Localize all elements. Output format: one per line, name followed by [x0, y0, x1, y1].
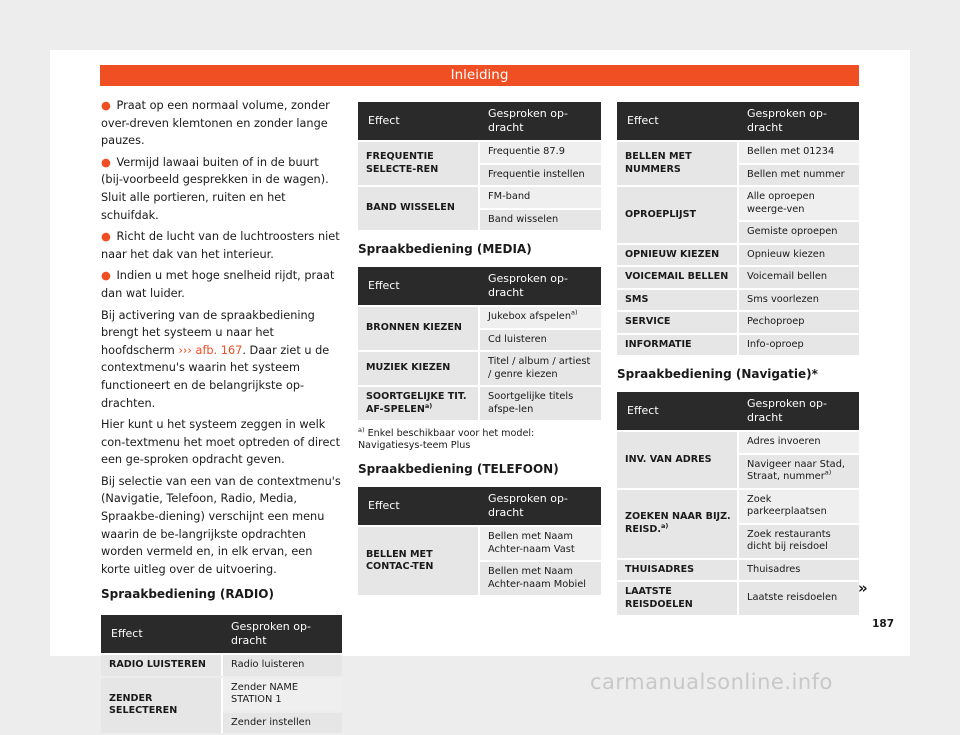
header-command: Gesproken op-dracht: [223, 615, 342, 653]
table-row: Navigeer naar Stad, Straat, nummer$^{a)}$: [617, 455, 859, 488]
table-row: Bellen met Naam Achter-naam Mobiel: [358, 562, 601, 595]
table-row: ZOEKEN NAAR BIJZ. REISD.$^{a)}$ Zoek parkeerplaatsen: [617, 490, 859, 523]
intro-paragraph: Bij activering van de spraakbediening brengt het systeem u naar het hoofdscherm ››› afb. 167. Daar ziet u de contextmenu's waarin het systeem functioneert en de belangrijkste op-drachten.: [101, 308, 330, 410]
table-row: FREQUENTIE SELECTE-REN Frequentie 87.9: [358, 142, 601, 163]
bullet-item: ● Indien u met hoge snelheid rijdt, praat dan wat luider.: [101, 269, 335, 300]
section-title-navigatie: Spraakbediening (Navigatie)*: [617, 367, 818, 381]
table-row: Band wisselen: [358, 210, 601, 231]
media-table: Effect Gesproken op-dracht BRONNEN KIEZEN Jukebox afspelen$^{a)}$ Cd luisteren MUZIEK KIEZEN Titel / album / artiest / genre kiezen SOORTGELIJKE TIT. AF-SPELEN$^{a)}$ Soortgelijke titels afspe-len: [358, 265, 601, 422]
telefoon-table-continued: Effect Gesproken op-dracht BELLEN MET NUMMERS Bellen met 01234 Bellen met nummer OPROEPLIJST Alle oproepen weerge-ven Gemiste oproepen OPNIEUW KIEZEN Opnieuw kiezen VOICEMAIL BELLEN Voicemail bellen SMS Sms voorlezen SERVICE Pechoproep INFORMATIE Info-oproep: [617, 100, 859, 357]
table-row: VOICEMAIL BELLEN Voicemail bellen: [617, 267, 859, 288]
bullet-icon: ●: [101, 230, 111, 244]
table-row: INV. VAN ADRES Adres invoeren: [617, 432, 859, 453]
chapter-header: Inleiding: [100, 65, 859, 86]
table-row: ZENDER SELECTEREN Zender NAME STATION 1: [101, 678, 342, 711]
page-number: 187: [872, 618, 894, 630]
figure-link[interactable]: ››› afb. 167: [178, 343, 243, 357]
intro-paragraph: Bij selectie van een van de contextmenu's (Navigatie, Telefoon, Radio, Media, Spraakbe-diening) verschijnt een menu waarin de be-langrijkste opdrachten worden vermeld en, in elk ervan, een korte uitleg over de uitvoering.: [101, 474, 341, 576]
table-row: LAATSTE REISDOELEN Laatste reisdoelen: [617, 582, 859, 615]
middle-column: [358, 100, 601, 597]
table-row: Zoek restaurants dicht bij reisdoel: [617, 525, 859, 558]
table-row: THUISADRES Thuisadres: [617, 560, 859, 581]
table-row: Frequentie instellen: [358, 165, 601, 186]
table-row: Bellen met nummer: [617, 165, 859, 186]
table-row: SOORTGELIJKE TIT. AF-SPELEN$^{a)}$ Soortgelijke titels afspe-len: [358, 387, 601, 420]
footnote: $^{a)}$ Enkel beschikbaar voor het model: Navigatiesys-teem Plus: [358, 425, 535, 451]
header-effect: Effect: [101, 615, 223, 653]
intro-paragraph: Hier kunt u het systeem zeggen in welk con-textmenu het moet optreden of direct een ge-sproken opdracht geven.: [101, 418, 341, 467]
navigatie-table: Effect Gesproken op-dracht INV. VAN ADRES Adres invoeren Navigeer naar Stad, Straat, nummer$^{a)}$ ZOEKEN NAAR BIJZ. REISD.$^{a)}$ Zoek parkeerplaatsen Zoek restaurants dicht bij reisdoel THUISADRES Thuisadres LAATSTE REISDOELEN Laatste reisdoelen: [617, 390, 859, 617]
table-row: Zender instellen: [101, 713, 342, 734]
table-row: Gemiste oproepen: [617, 222, 859, 243]
table-row: BAND WISSELEN FM-band: [358, 187, 601, 208]
table-row: SERVICE Pechoproep: [617, 312, 859, 333]
right-column: [617, 100, 859, 617]
continue-arrow-icon: »: [858, 579, 868, 597]
table-row: OPNIEUW KIEZEN Opnieuw kiezen: [617, 245, 859, 266]
table-row: Cd luisteren: [358, 330, 601, 351]
table-row: SMS Sms voorlezen: [617, 290, 859, 311]
table-row: BELLEN MET CONTAC-TEN Bellen met Naam Achter-naam Vast: [358, 527, 601, 560]
radio-table-continued: Effect Gesproken op-dracht FREQUENTIE SELECTE-REN Frequentie 87.9 Frequentie instellen BAND WISSELEN FM-band Band wisselen: [358, 100, 601, 232]
table-row: BELLEN MET NUMMERS Bellen met 01234: [617, 142, 859, 163]
table-row: INFORMATIE Info-oproep: [617, 335, 859, 356]
table-row: BRONNEN KIEZEN Jukebox afspelen$^{a)}$: [358, 307, 601, 328]
section-title-media: Spraakbediening (MEDIA): [358, 242, 532, 256]
table-row: MUZIEK KIEZEN Titel / album / artiest / genre kiezen: [358, 352, 601, 385]
bullet-icon: ●: [101, 99, 111, 112]
bullet-item: ● Vermijd lawaai buiten of in de buurt (bij-voorbeeld gesprekken in de wagen). Sluit alle portieren, ruiten en het schuifdak.: [101, 155, 329, 222]
bullet-icon: ●: [101, 269, 111, 283]
watermark: carmanualsonline.info: [590, 670, 833, 694]
intro-column: [101, 97, 342, 735]
bullet-item: ● Richt de lucht van de luchtroosters niet naar het dak van het interieur.: [101, 230, 340, 261]
table-row: OPROEPLIJST Alle oproepen weerge-ven: [617, 187, 859, 220]
radio-table: [101, 613, 342, 735]
table-row: RADIO LUISTEREN Radio luisteren: [101, 655, 342, 676]
telefoon-table: Effect Gesproken op-dracht BELLEN MET CONTAC-TEN Bellen met Naam Achter-naam Vast Bellen met Naam Achter-naam Mobiel: [358, 485, 601, 597]
bullet-icon: ●: [101, 155, 111, 169]
section-title-radio: Spraakbediening (RADIO): [101, 587, 274, 602]
bullet-item: ● Praat op een normaal volume, zonder over-dreven klemtonen en zonder lange pauzes.: [101, 99, 330, 148]
section-title-telefoon: Spraakbediening (TELEFOON): [358, 462, 559, 476]
